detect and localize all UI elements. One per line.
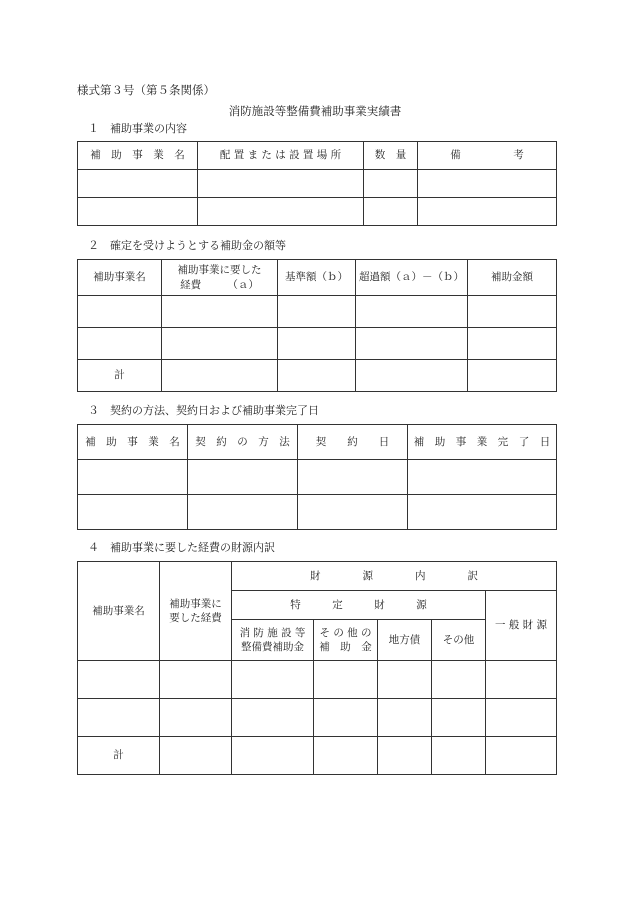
header-expense: 補助事業に要した 経費 （ａ） xyxy=(162,260,278,296)
input-cell[interactable] xyxy=(162,296,278,328)
header-other-subsidy: そ の 他 の 補 助 金 xyxy=(314,620,378,661)
header-completion-date: 補 助 事 業 完 了 日 xyxy=(408,425,557,460)
input-cell[interactable] xyxy=(356,296,468,328)
input-cell[interactable] xyxy=(78,296,162,328)
input-cell[interactable] xyxy=(278,296,356,328)
input-cell[interactable] xyxy=(468,328,557,360)
input-cell[interactable] xyxy=(198,170,364,198)
input-cell[interactable] xyxy=(468,360,557,392)
input-cell[interactable] xyxy=(314,699,378,737)
input-cell[interactable] xyxy=(356,328,468,360)
input-cell[interactable] xyxy=(198,198,364,226)
header-other: その他 xyxy=(432,620,486,661)
input-cell[interactable] xyxy=(314,737,378,775)
form-number: 様式第３号（第５条関係） xyxy=(77,83,215,97)
input-cell[interactable] xyxy=(162,328,278,360)
document-title: 消防施設等整備費補助事業実績書 xyxy=(228,104,402,118)
header-quantity: 数 量 xyxy=(364,142,418,170)
header-fire-subsidy: 消 防 施 設 等 整備費補助金 xyxy=(232,620,314,661)
table-row xyxy=(78,661,557,699)
input-cell[interactable] xyxy=(188,460,298,495)
total-row xyxy=(78,737,557,775)
contract-table xyxy=(77,424,557,530)
input-cell[interactable] xyxy=(432,737,486,775)
header-expense: 補助事業に 要した経費 xyxy=(160,562,232,661)
project-content-table xyxy=(77,141,557,226)
input-cell[interactable] xyxy=(78,495,188,530)
header-local-bond: 地方債 xyxy=(378,620,432,661)
input-cell[interactable] xyxy=(418,198,557,226)
input-cell[interactable] xyxy=(298,495,408,530)
header-general-source: 一 般 財 源 xyxy=(486,591,557,661)
input-cell[interactable] xyxy=(160,737,232,775)
input-cell[interactable] xyxy=(432,699,486,737)
input-cell[interactable] xyxy=(78,328,162,360)
input-cell[interactable] xyxy=(232,699,314,737)
input-cell[interactable] xyxy=(160,699,232,737)
input-cell[interactable] xyxy=(468,296,557,328)
header-project-name: 補助事業名 xyxy=(78,562,160,661)
section-1-heading: １ 補助事業の内容 xyxy=(88,122,187,135)
input-cell[interactable] xyxy=(408,460,557,495)
header-excess-amount: 超過額（ａ）－（ｂ） xyxy=(356,260,468,296)
input-cell[interactable] xyxy=(378,661,432,699)
input-cell[interactable] xyxy=(486,661,557,699)
header-project-name: 補 助 事 業 名 xyxy=(78,425,188,460)
header-project-name: 補 助 事 業 名 xyxy=(78,142,198,170)
table-row xyxy=(78,495,557,530)
input-cell[interactable] xyxy=(378,737,432,775)
section-2-heading: ２ 確定を受けようとする補助金の額等 xyxy=(88,239,286,252)
input-cell[interactable] xyxy=(432,661,486,699)
table-row xyxy=(78,699,557,737)
funding-source-table xyxy=(77,561,557,775)
input-cell[interactable] xyxy=(78,198,198,226)
header-remarks: 備 考 xyxy=(418,142,557,170)
total-label: 計 xyxy=(78,737,160,775)
input-cell[interactable] xyxy=(356,360,468,392)
input-cell[interactable] xyxy=(378,699,432,737)
header-funding-breakdown: 財 源 内 訳 xyxy=(232,562,557,591)
input-cell[interactable] xyxy=(314,661,378,699)
input-cell[interactable] xyxy=(418,170,557,198)
input-cell[interactable] xyxy=(486,737,557,775)
section-3-heading: ３ 契約の方法、契約日および補助事業完了日 xyxy=(88,404,319,417)
header-project-name: 補助事業名 xyxy=(78,260,162,296)
total-row xyxy=(78,360,557,392)
input-cell[interactable] xyxy=(278,328,356,360)
table-row xyxy=(78,198,557,226)
table-row xyxy=(78,170,557,198)
input-cell[interactable] xyxy=(78,460,188,495)
table-row xyxy=(78,296,557,328)
header-location: 配 置 ま た は 設 置 場 所 xyxy=(198,142,364,170)
input-cell[interactable] xyxy=(278,360,356,392)
input-cell[interactable] xyxy=(162,360,278,392)
input-cell[interactable] xyxy=(78,170,198,198)
table-row xyxy=(78,328,557,360)
input-cell[interactable] xyxy=(364,198,418,226)
section-4-heading: ４ 補助事業に要した経費の財源内訳 xyxy=(88,541,275,554)
header-contract-method: 契 約 の 方 法 xyxy=(188,425,298,460)
total-label: 計 xyxy=(78,360,162,392)
header-standard-amount: 基準額（ｂ） xyxy=(278,260,356,296)
input-cell[interactable] xyxy=(232,737,314,775)
input-cell[interactable] xyxy=(298,460,408,495)
input-cell[interactable] xyxy=(232,661,314,699)
input-cell[interactable] xyxy=(486,699,557,737)
input-cell[interactable] xyxy=(78,699,160,737)
input-cell[interactable] xyxy=(364,170,418,198)
input-cell[interactable] xyxy=(408,495,557,530)
header-specific-source: 特 定 財 源 xyxy=(232,591,486,620)
input-cell[interactable] xyxy=(78,661,160,699)
header-subsidy-amount: 補助金額 xyxy=(468,260,557,296)
table-row xyxy=(78,460,557,495)
input-cell[interactable] xyxy=(160,661,232,699)
header-contract-date: 契 約 日 xyxy=(298,425,408,460)
subsidy-amount-table xyxy=(77,259,557,392)
input-cell[interactable] xyxy=(188,495,298,530)
